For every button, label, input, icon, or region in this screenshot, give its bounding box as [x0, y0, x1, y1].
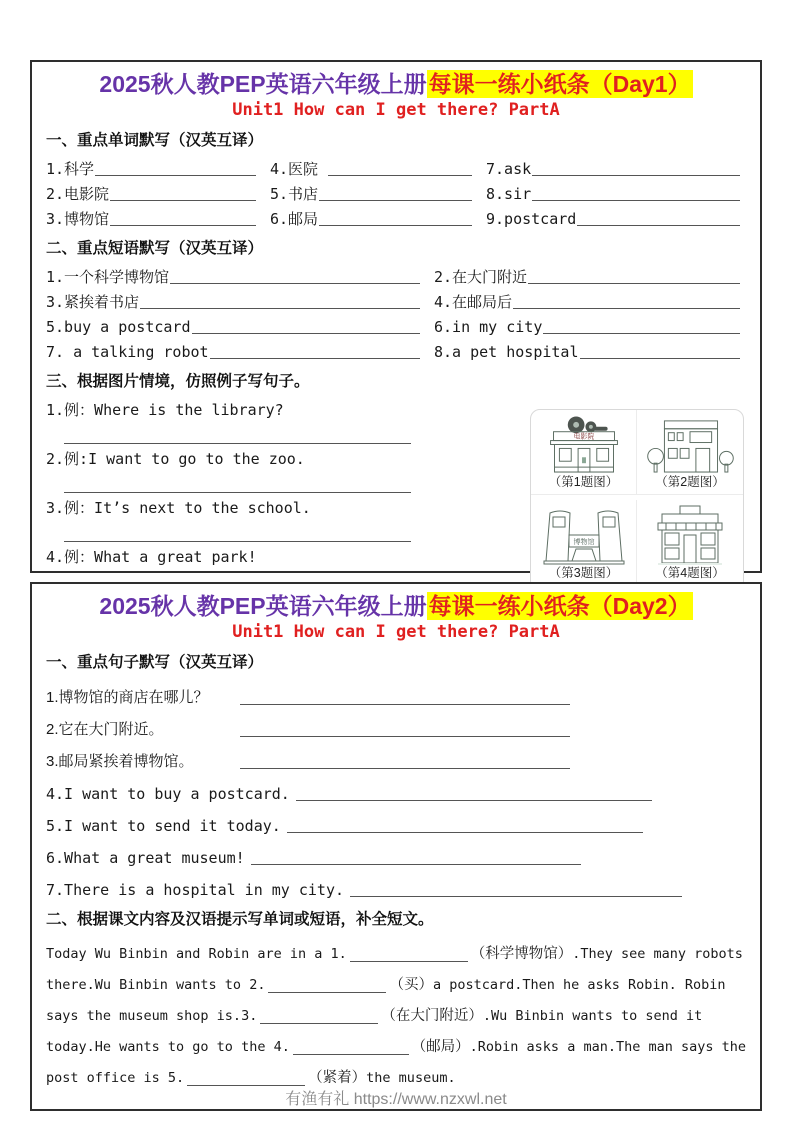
answer-blank — [140, 308, 420, 309]
cinema-sign-label: 电影院 — [573, 433, 594, 441]
post-office-sign-label: 邮局 — [693, 435, 708, 443]
passage-line: says the museum shop is.3. （在大门附近） .Wu Binbin wants to send it — [46, 1008, 703, 1024]
sentence-item: 3.邮局紧挨着博物馆。 — [46, 740, 746, 772]
picture-cell-2 — [637, 410, 743, 495]
sentence-item: 5.I want to send it today. — [46, 804, 746, 836]
answer-blank — [319, 200, 472, 201]
sentence-item: 7.There is a hospital in my city. — [46, 868, 746, 900]
day2-title — [46, 592, 746, 621]
cinema-illustration — [538, 415, 630, 474]
word-item: 9.postcard — [486, 204, 746, 229]
example-sentence: 3.例：It’s next to the school. — [46, 499, 311, 517]
picture-cell-4 — [637, 500, 743, 585]
answer-blank — [64, 518, 411, 542]
chinese-hint: （邮局） — [411, 1039, 470, 1055]
answer-blank — [293, 1054, 409, 1055]
day1-worksheet-panel — [30, 60, 762, 580]
answer-blank — [110, 200, 256, 201]
chinese-hint: （科学博物馆） — [470, 946, 573, 962]
word-item: 4.医院 — [270, 154, 486, 179]
picture-caption: （第2题图） — [655, 475, 725, 489]
bookstore-illustration — [644, 505, 736, 565]
answer-blank — [268, 992, 386, 993]
picture-cell-1 — [531, 410, 637, 495]
example-sentence: 2.例:I want to go to the zoo. — [46, 450, 305, 468]
day1-title-prefix: 2025秋人教PEP英语六年级上册 — [99, 71, 427, 97]
answer-blank — [187, 1085, 305, 1086]
day1-title — [46, 70, 746, 99]
word-item: 8.sir — [486, 179, 746, 204]
answer-blank — [350, 961, 468, 962]
day1-section2-heading: 二、重点短语默写（汉英互译） — [46, 240, 264, 257]
answer-blank — [532, 200, 740, 201]
answer-blank — [170, 283, 420, 284]
sentence-item: 1.博物馆的商店在哪儿？ — [46, 676, 746, 708]
answer-blank — [251, 864, 581, 865]
phrase-item: 1.一个科学博物馆 — [46, 262, 434, 287]
day1-word-list — [46, 154, 746, 229]
answer-blank — [577, 225, 740, 226]
answer-blank — [240, 704, 570, 705]
day2-title-prefix: 2025秋人教PEP英语六年级上册 — [99, 593, 427, 619]
day1-title-highlight: 每课一练小纸条（Day1） — [428, 71, 691, 97]
museum-sign-label: 博物馆 — [573, 539, 594, 546]
phrase-item: 7. a talking robot — [46, 337, 434, 362]
example-sentence: 1.例：Where is the library? — [46, 401, 284, 419]
chinese-hint: （紧着） — [308, 1070, 367, 1086]
day1-section3-heading: 三、根据图片情境，仿照例子写句子。 — [46, 373, 310, 390]
sentence-item: 6.What a great museum! — [46, 836, 746, 868]
answer-blank — [210, 358, 420, 359]
answer-blank — [192, 333, 421, 334]
answer-blank — [532, 175, 740, 176]
picture-cell-3 — [531, 500, 637, 585]
cloze-passage — [46, 933, 746, 1088]
picture-caption: （第1题图） — [548, 475, 619, 489]
day1-unit-subtitle: Unit1 How can I get there? PartA — [232, 100, 560, 120]
word-item: 6.邮局 — [270, 204, 486, 229]
day1-section3-body — [46, 395, 746, 591]
watermark-footer: 有渔有礼 https://www.nzxwl.net — [285, 1091, 507, 1108]
answer-blank — [95, 175, 256, 176]
post-office-illustration — [644, 415, 736, 474]
chinese-hint: （买） — [389, 977, 433, 993]
museum-illustration — [538, 505, 630, 565]
day2-section2-heading: 二、根据课文内容及汉语提示写单词或短语，补全短文。 — [46, 911, 434, 928]
word-item: 3.博物馆 — [46, 204, 270, 229]
answer-blank — [260, 1023, 378, 1024]
bookstore-sign-label: 书店 — [683, 516, 697, 523]
answer-blank — [296, 800, 652, 801]
answer-blank — [110, 225, 256, 226]
answer-blank — [543, 333, 740, 334]
answer-blank — [350, 896, 682, 897]
word-item: 7.ask — [486, 154, 746, 179]
example-sentences — [46, 395, 516, 591]
picture-caption: （第3题图） — [548, 566, 619, 580]
passage-line: post office is 5. （紧着） the museum. — [46, 1070, 456, 1086]
answer-blank — [513, 308, 740, 309]
answer-blank — [580, 358, 741, 359]
answer-blank — [240, 768, 570, 769]
picture-reference-box — [530, 409, 744, 591]
passage-line: there.Wu Binbin wants to 2. （买） a postcard.Then he asks Robin. Robin — [46, 977, 726, 993]
answer-blank — [287, 832, 643, 833]
phrase-item: 5.buy a postcard — [46, 312, 434, 337]
answer-blank — [528, 283, 740, 284]
sentence-item: 2.它在大门附近。 — [46, 708, 746, 740]
phrase-item: 8.a pet hospital — [434, 337, 746, 362]
day2-worksheet-panel — [30, 582, 762, 1111]
day2-sentence-list — [46, 676, 746, 900]
day1-section1-heading: 一、重点单词默写（汉英互译） — [46, 132, 264, 149]
answer-blank — [64, 420, 411, 444]
word-item: 5.书店 — [270, 179, 486, 204]
answer-blank — [64, 469, 411, 493]
passage-line: today.He wants to go to the 4. （邮局） .Robin asks a man.The man says the — [46, 1039, 746, 1055]
chinese-hint: （在大门附近） — [381, 1008, 483, 1024]
word-item: 2.电影院 — [46, 179, 270, 204]
day1-phrase-list — [46, 262, 746, 362]
example-sentence: 4.例：What a great park! — [46, 548, 257, 566]
phrase-item: 4.在邮局后 — [434, 287, 746, 312]
phrase-item: 2.在大门附近 — [434, 262, 746, 287]
day2-unit-subtitle: Unit1 How can I get there? PartA — [232, 622, 560, 642]
sentence-item: 4.I want to buy a postcard. — [46, 772, 746, 804]
phrase-item: 3.紧挨着书店 — [46, 287, 434, 312]
picture-caption: （第4题图） — [655, 566, 725, 580]
answer-blank — [240, 736, 570, 737]
answer-blank — [328, 175, 472, 176]
day2-title-highlight: 每课一练小纸条（Day2） — [428, 593, 691, 619]
passage-line: Today Wu Binbin and Robin are in a 1. （科学博物馆） .They see many robots — [46, 946, 743, 962]
word-item: 1.科学 — [46, 154, 270, 179]
answer-blank — [319, 225, 472, 226]
phrase-item: 6.in my city — [434, 312, 746, 337]
day2-section1-heading: 一、重点句子默写（汉英互译） — [46, 654, 264, 671]
